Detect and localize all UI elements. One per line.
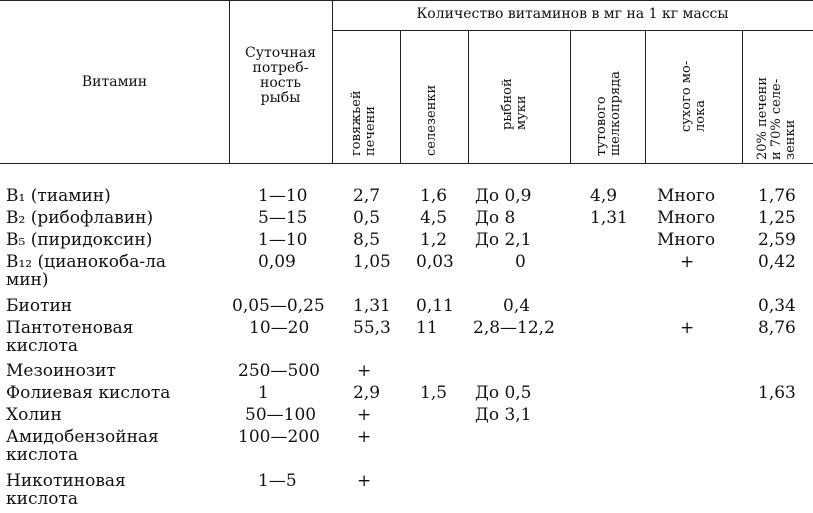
value-mix: 1,25 (758, 208, 796, 228)
value-spleen: 0,11 (416, 296, 454, 316)
col-divider-6 (645, 30, 646, 163)
vitamin-name: B₁ (тиамин) (6, 186, 111, 206)
value-spleen: 0,03 (416, 252, 454, 272)
value-mix: 1,76 (758, 186, 796, 206)
value-mix: 0,42 (758, 252, 796, 272)
value-dry-milk: Много (657, 230, 716, 250)
top-rule (0, 0, 813, 1)
source-header-fish-meal (501, 78, 529, 130)
value-beef-liver: 0,5 (353, 208, 381, 228)
col-divider-4 (468, 30, 469, 163)
daily-need-value: 0,05—0,25 (232, 296, 325, 316)
daily-need-value: 5—15 (258, 208, 308, 228)
source-header-line: печени (363, 106, 378, 156)
value-fish-meal: 0 (515, 252, 526, 272)
source-header-spleen (425, 85, 439, 156)
value-fish-meal: 0,4 (503, 296, 531, 316)
header-daily-need-line: ность (260, 75, 301, 91)
value-spleen: 4,5 (420, 208, 448, 228)
value-mix: 0,34 (758, 296, 796, 316)
value-mix: 1,63 (758, 383, 796, 403)
source-header-mix (756, 77, 798, 160)
value-mix: 8,76 (758, 318, 796, 338)
daily-need-value: 1 (258, 383, 269, 403)
source-header-line: селезенки (424, 84, 439, 156)
value-spleen: 1,2 (420, 230, 448, 250)
value-spleen: 11 (416, 318, 438, 338)
source-header-line: лока (693, 100, 708, 132)
vitamin-name: Мезоинозит (6, 361, 116, 381)
group-rule (332, 30, 813, 31)
value-spleen: 1,5 (420, 383, 448, 403)
source-header-line: говяжьей (349, 90, 364, 156)
source-header-line: 20% печени (755, 76, 770, 160)
value-beef-liver: + (357, 405, 372, 425)
value-silkworm: 1,31 (590, 208, 628, 228)
header-vitamin: Витамин (81, 74, 148, 90)
daily-need-value: 1—5 (258, 471, 297, 491)
value-dry-milk: + (680, 318, 695, 338)
daily-need-value: 0,09 (258, 252, 296, 272)
vitamin-name: B₁₂ (цианокоба-ламин) (6, 252, 167, 290)
header-daily-need-line: Суточная (245, 45, 316, 61)
value-fish-meal: До 0,9 (475, 186, 532, 206)
value-dry-milk: + (680, 252, 695, 272)
daily-need-value: 50—100 (245, 405, 317, 425)
daily-need-value: 10—20 (249, 318, 310, 338)
value-beef-liver: 1,31 (353, 296, 391, 316)
value-beef-liver: 8,5 (353, 230, 381, 250)
value-fish-meal: До 2,1 (475, 230, 532, 250)
value-dry-milk: Много (657, 186, 716, 206)
value-fish-meal: 2,8—12,2 (473, 318, 555, 338)
daily-need-value: 1—10 (258, 230, 308, 250)
header-daily-need-line: потреб- (252, 60, 309, 76)
value-beef-liver: + (357, 361, 372, 381)
col-divider-3 (400, 30, 401, 163)
vitamin-name: B₅ (пиридоксин) (6, 230, 153, 250)
vitamin-name: Никотиновая кислота (6, 471, 126, 509)
daily-need-value: 250—500 (238, 361, 320, 381)
vitamin-name: Амидобензойная кислота (6, 427, 159, 465)
source-header-line: и 70% селе- (769, 78, 784, 160)
source-header-line: зенки (783, 119, 798, 160)
source-header-dry-milk (680, 61, 708, 132)
value-beef-liver: + (357, 427, 372, 447)
daily-need-value: 100—200 (238, 427, 320, 447)
source-header-line: сухого мо- (679, 60, 694, 132)
value-beef-liver: + (357, 471, 372, 491)
header-group-title: Количество витаминов в мг на 1 кг массы (416, 6, 729, 22)
source-header-line: тутового (594, 96, 609, 156)
source-header-line: шелкопряда (608, 71, 623, 156)
header-daily-need-line: рыбы (260, 90, 301, 106)
vitamin-name: Фолиевая кислота (6, 383, 171, 403)
source-header-line: рыбной (500, 78, 515, 130)
source-header-beef-liver (350, 90, 378, 156)
value-mix: 2,59 (758, 230, 796, 250)
value-spleen: 1,6 (420, 186, 448, 206)
vitamin-name: B₂ (рибофлавин) (6, 208, 154, 228)
vitamin-name: Биотин (6, 296, 73, 316)
col-divider-2 (332, 0, 333, 163)
value-dry-milk: Много (657, 208, 716, 228)
daily-need-value: 1—10 (258, 186, 308, 206)
value-beef-liver: 2,7 (353, 186, 381, 206)
header-daily-need (229, 46, 332, 106)
vitamin-name: Пантотеновая кислота (6, 318, 134, 356)
value-beef-liver: 55,3 (353, 318, 391, 338)
source-header-line: муки (514, 95, 529, 130)
value-fish-meal: До 3,1 (475, 405, 532, 425)
header-bottom-rule (0, 163, 813, 164)
col-divider-7 (742, 30, 743, 163)
value-fish-meal: До 8 (475, 208, 516, 228)
value-beef-liver: 1,05 (353, 252, 391, 272)
col-divider-5 (570, 30, 571, 163)
vitamin-name: Холин (6, 405, 62, 425)
source-header-silkworm (595, 71, 623, 156)
value-fish-meal: До 0,5 (475, 383, 532, 403)
value-beef-liver: 2,9 (353, 383, 381, 403)
value-silkworm: 4,9 (590, 186, 618, 206)
